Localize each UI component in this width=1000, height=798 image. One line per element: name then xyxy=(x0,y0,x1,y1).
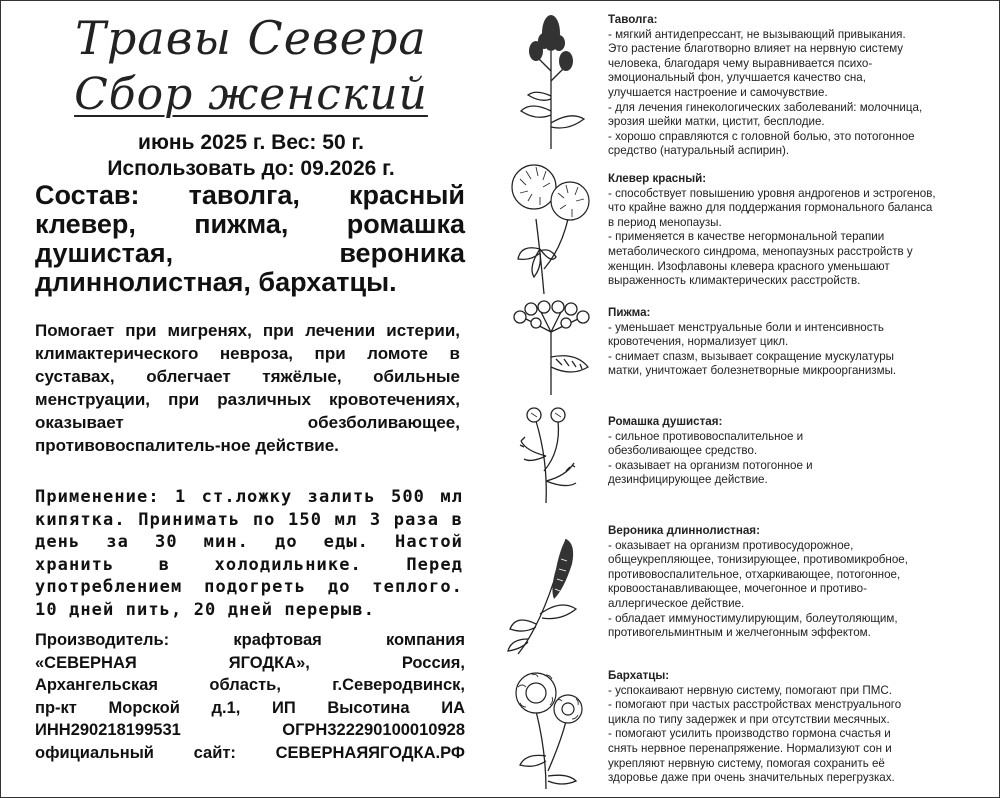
composition-text: Состав: таволга, красный клевер, пижма, ромашка душистая, вероника длиннолистная, бархатцы. xyxy=(35,180,465,297)
herb-line: - для лечения гинекологических заболеваний: молочница, xyxy=(608,100,923,114)
herb-line: человека, благодаря чему выравнивается психо- xyxy=(608,56,873,70)
producer-line: Архангельская область, г.Северодвинск, xyxy=(35,676,465,694)
herb-line: - помогают усилить производство гормона счастья и xyxy=(608,727,891,741)
herb-line: противовоспалительное, отхаркивающее, потогонное, xyxy=(608,567,901,581)
red-clover-drawing-icon xyxy=(506,149,596,299)
herb-line: снять нервное перенапряжение. Нормализуют сон и xyxy=(608,741,892,755)
herb-line: - хорошо справляются с головной болью, это потогонное xyxy=(608,129,915,143)
herb-line: метаболического синдрома, менопаузных расстройств у xyxy=(608,244,913,258)
herb-title: Ромашка душистая: xyxy=(608,415,723,428)
chamomile-drawing-icon xyxy=(506,401,596,506)
herb-line: - способствует повышению уровня андрогенов и эстрогенов, xyxy=(608,186,936,200)
usage-text: Применение: 1 ст.ложку залить 500 мл кипятка. Принимать по 150 мл 3 раза в день за 30 мин. до еды. Настой хранить в холодильнике. Перед употреблением подогреть до теплого. 10 дней пить, 20 дней перерыв. xyxy=(35,487,463,620)
herb-info-speedwell xyxy=(608,524,996,641)
producer-line: ИНН290218199531 ОГРН322290100010928 xyxy=(35,721,465,739)
speedwell-drawing-icon xyxy=(506,519,596,659)
herb-title: Бархатцы: xyxy=(608,669,670,682)
producer-line: официальный сайт: СЕВЕРНАЯЯГОДКА.РФ xyxy=(35,743,465,762)
herb-line: обезболивающее средство. xyxy=(608,444,758,458)
herb-line: противогельминтным и желчегонным эффектом. xyxy=(608,626,871,640)
herb-line: - снимает спазм, вызывает сокращение мускулатуры xyxy=(608,349,895,363)
herb-line: дезинфицирующее действие. xyxy=(608,473,768,487)
herb-line: - обладает иммуностимулирующим, болеутоляющим, xyxy=(608,611,898,625)
herb-line: кровотечения, нормализует цикл. xyxy=(608,335,789,349)
herb-line: Это растение благотворно влияет на нервную систему xyxy=(608,42,904,56)
meadowsweet-drawing-icon xyxy=(506,11,596,151)
brand-title: Травы Севера xyxy=(75,11,427,65)
herb-line: - мягкий антидепрессант, не вызывающий привыкания. xyxy=(608,27,906,41)
herb-line: - уменьшает менструальные боли и интенсивность xyxy=(608,320,884,334)
herb-line: - сильное противовоспалительное и xyxy=(608,429,804,443)
herb-line: - успокаивают нервную систему, помогают при ПМС. xyxy=(608,683,892,697)
herb-info-chamomile xyxy=(608,415,996,488)
herb-line: в период менопаузы. xyxy=(608,215,722,229)
producer-block xyxy=(35,629,465,764)
producer-line: Производитель: крафтовая компания xyxy=(35,631,465,649)
herb-line: матки, уничтожает болезнетворные микроорганизмы. xyxy=(608,364,897,378)
herb-line: что крайне важно для поддержания гормонального баланса xyxy=(608,201,933,215)
left-column xyxy=(1,1,501,798)
herb-title: Таволга: xyxy=(608,13,658,26)
herb-line: эмоциональный фон, улучшается качество сна, xyxy=(608,71,866,85)
herb-line: средство (натуральный аспирин). xyxy=(608,144,790,158)
producer-line: пр-кт Морской д.1, ИП Высотина ИА xyxy=(35,698,465,717)
date-weight: июнь 2025 г. Вес: 50 г. xyxy=(138,131,364,154)
herb-line: эрозия шейки матки, цистит, бесплодие. xyxy=(608,115,825,129)
herb-line: кровоостанавливающее, мочегонное и противо- xyxy=(608,582,867,596)
herb-info-marigold xyxy=(608,669,996,786)
herb-line: - применяется в качестве негормональной терапии xyxy=(608,230,885,244)
herb-line: улучшается настроение и самочувствие. xyxy=(608,85,828,99)
producer-line: «СЕВЕРНАЯ ЯГОДКА», Россия, xyxy=(35,653,465,672)
herb-line: общеукрепляющее, тонизирующее, противомикробное, xyxy=(608,553,908,567)
herb-info-tansy xyxy=(608,306,996,379)
herb-line: укрепляют нервную систему, помогая сохранить её xyxy=(608,756,885,770)
herb-info-meadowsweet xyxy=(608,13,996,159)
herb-line: - помогают при частых расстройствах менструального xyxy=(608,698,902,712)
product-title: Сбор женский xyxy=(74,69,428,120)
herb-line: - оказывает на организм противосудорожное, xyxy=(608,538,854,552)
herb-title: Пижма: xyxy=(608,306,651,319)
helps-text: Помогает при мигренях, при лечении истерии, климактерического невроза, при ломоте в суставах, облегчает тяжёлые, обильные менструации, при различных кровотечениях, оказывает обезболивающее, противовоспалитель-ное действие. xyxy=(35,321,460,455)
herb-line: женщин. Изофлавоны клевера красного уменьшают xyxy=(608,259,890,273)
herb-info-red-clover xyxy=(608,172,996,289)
herb-line: выраженность климактерических расстройств. xyxy=(608,274,861,288)
herb-title: Вероника длиннолистная: xyxy=(608,524,760,537)
herb-line: аллергическое действие. xyxy=(608,596,745,610)
herb-title: Клевер красный: xyxy=(608,172,707,185)
herb-line: - оказывает на организм потогонное и xyxy=(608,458,813,472)
herb-line: цикла по типу задержек и при отсутствии месячных. xyxy=(608,712,890,726)
tansy-drawing-icon xyxy=(506,297,596,397)
herb-line: здоровье даже при очень значительных перегрузках. xyxy=(608,771,895,785)
marigold-drawing-icon xyxy=(506,661,596,791)
use-by-date: Использовать до: 09.2026 г. xyxy=(107,157,395,180)
